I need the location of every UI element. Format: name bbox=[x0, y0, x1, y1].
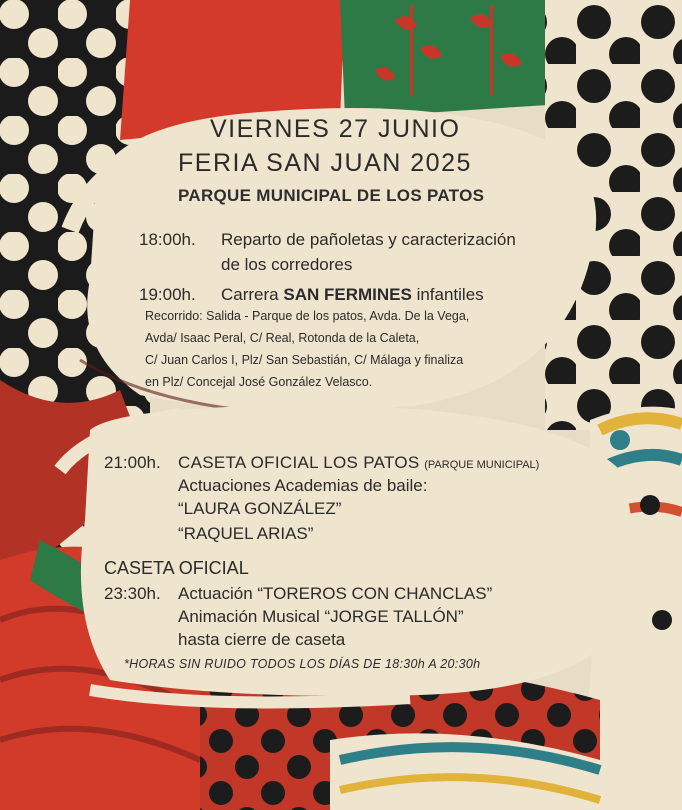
item3-line1: Actuaciones Academias de baile: bbox=[178, 476, 428, 495]
caseta-heading: CASETA OFICIAL bbox=[104, 558, 249, 578]
item1-line1: Reparto de pañoletas y caracterización bbox=[221, 230, 516, 249]
item1-line2: de los corredores bbox=[221, 255, 353, 274]
item2-bold: SAN FERMINES bbox=[283, 285, 412, 304]
route-line: Recorrido: Salida - Parque de los patos, Avda. De la Vega, bbox=[145, 309, 470, 323]
route-line: Avda/ Isaac Peral, C/ Real, Rotonda de la Caleta, bbox=[145, 331, 420, 345]
item2-suffix: infantiles bbox=[416, 285, 484, 304]
item3-subtitle: (PARQUE MUNICIPAL) bbox=[424, 459, 540, 471]
item2-heading bbox=[221, 286, 484, 303]
time-1800: 18:00h. bbox=[139, 230, 196, 249]
item3-line3: “RAQUEL ARIAS” bbox=[178, 524, 314, 543]
venue-title: PARQUE MUNICIPAL DE LOS PATOS bbox=[178, 186, 485, 205]
time-2100: 21:00h. bbox=[104, 453, 161, 472]
item3-line2: “LAURA GONZÁLEZ” bbox=[178, 499, 342, 518]
time-2330: 23:30h. bbox=[104, 584, 161, 603]
lower-cream-brush bbox=[81, 405, 633, 696]
date-title: VIERNES 27 JUNIO bbox=[210, 115, 461, 143]
route-line: en Plz/ Concejal José González Velasco. bbox=[145, 375, 373, 389]
quiet-hours-note: *HORAS SIN RUIDO TODOS LOS DÍAS DE 18:30h A 20:30h bbox=[124, 657, 481, 671]
time-1900: 19:00h. bbox=[139, 285, 196, 304]
item3-title: CASETA OFICIAL LOS PATOS bbox=[178, 453, 420, 472]
caseta-line1: Actuación “TOREROS CON CHANCLAS” bbox=[178, 584, 493, 603]
caseta-line2: Animación Musical “JORGE TALLÓN” bbox=[178, 607, 464, 626]
route-line: C/ Juan Carlos I, Plz/ San Sebastián, C/ Málaga y finaliza bbox=[145, 353, 464, 367]
event-title: FERIA SAN JUAN 2025 bbox=[178, 149, 472, 177]
item2-prefix: Carrera bbox=[221, 285, 279, 304]
caseta-line3: hasta cierre de caseta bbox=[178, 630, 346, 649]
item3-heading bbox=[178, 454, 539, 471]
